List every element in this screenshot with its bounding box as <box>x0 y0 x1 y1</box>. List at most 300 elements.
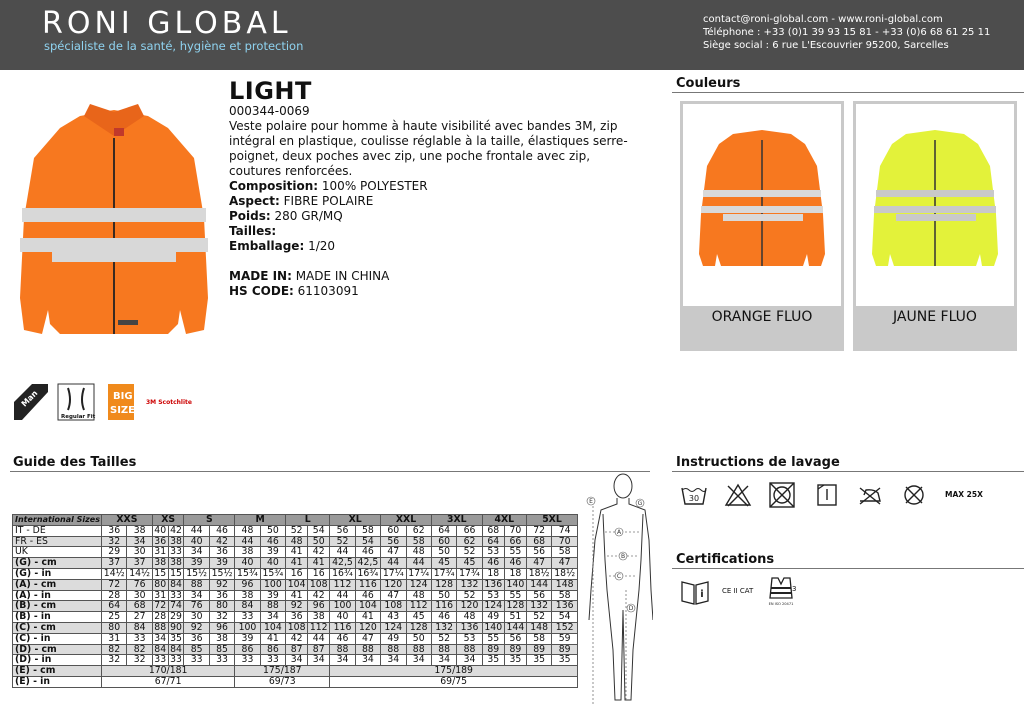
size-cell: 36 <box>209 590 234 601</box>
spec-composition: Composition: 100% POLYESTER <box>229 179 428 193</box>
size-cell: 33 <box>170 589 182 601</box>
color-name: JAUNE FLUO <box>893 309 977 325</box>
size-cell: 41 <box>308 558 330 569</box>
size-cell: 41 <box>355 612 380 623</box>
size-cell: 80 <box>209 601 234 612</box>
size-cell: 44 <box>406 558 431 569</box>
size-cell: 42 <box>308 590 330 601</box>
size-cell: 14½ <box>127 568 152 579</box>
size-cell: 49 <box>381 633 406 644</box>
size-cell: 40 <box>235 558 260 569</box>
size-cell: 49 <box>482 612 504 623</box>
size-cell: 67/71 <box>102 676 235 687</box>
size-cell: 15¾ <box>260 568 285 579</box>
figure-letter-d: D <box>628 605 634 612</box>
size-cell: 39 <box>260 590 285 601</box>
size-cell: 80 <box>102 622 127 633</box>
size-cell: 18 <box>504 568 526 579</box>
size-cell: 76 <box>127 579 152 590</box>
size-header-cell: 5XL <box>526 515 577 526</box>
size-cell: 54 <box>355 536 380 547</box>
no-iron-icon <box>856 482 884 508</box>
size-cell: 50 <box>431 547 456 558</box>
size-cell: 54 <box>552 612 578 623</box>
size-cell: 45 <box>431 558 456 569</box>
size-cell: 96 <box>209 622 234 633</box>
size-cell: 39 <box>260 547 285 558</box>
size-cell: 34 <box>184 547 209 558</box>
max-wash-text: MAX 25X <box>945 490 983 499</box>
size-header-cell: XS <box>152 515 184 526</box>
size-row-label: (A) - cm <box>13 579 102 590</box>
product-title: LIGHT <box>229 77 312 105</box>
size-cell: 45 <box>406 612 431 623</box>
size-cell: 34 <box>127 536 152 547</box>
size-cell: 43 <box>381 612 406 623</box>
size-cell: 41 <box>260 633 285 644</box>
size-cell: 46 <box>209 525 234 536</box>
size-cell: 29 <box>102 547 127 558</box>
size-cell: 53 <box>482 547 504 558</box>
figure-letter-g: G <box>637 500 643 507</box>
size-cell: 100 <box>235 622 260 633</box>
size-cell: 16 <box>308 568 330 579</box>
size-cell: 88 <box>260 601 285 612</box>
size-row-label: (B) - cm <box>13 601 102 612</box>
contact-line: Siège social : 6 rue L'Escouvrier 95200, Sarcelles <box>703 40 949 51</box>
product-photo <box>18 98 210 348</box>
size-cell: 92 <box>184 622 209 633</box>
size-cell: 15½ <box>184 568 209 579</box>
size-cell: 68 <box>526 536 551 547</box>
size-cell: 70 <box>552 536 578 547</box>
size-cell: 39 <box>184 558 209 569</box>
size-cell: 55 <box>504 590 526 601</box>
size-guide-divider <box>10 471 650 472</box>
size-cell: 86 <box>260 644 285 655</box>
size-cell: 144 <box>526 579 551 590</box>
size-cell: 52 <box>457 590 482 601</box>
size-cell: 52 <box>457 547 482 558</box>
spec-sizes: Tailles: <box>229 224 277 238</box>
size-guide-title: Guide des Tailles <box>13 455 137 470</box>
size-cell: 50 <box>406 633 431 644</box>
size-cell: 108 <box>308 579 330 590</box>
size-cell: 52 <box>431 633 456 644</box>
size-row <box>13 601 578 612</box>
size-cell: 76 <box>184 601 209 612</box>
size-cell: 56 <box>330 525 355 536</box>
size-cell: 45 <box>457 558 482 569</box>
size-cell: 116 <box>431 601 456 612</box>
size-cell: 34 <box>308 655 330 666</box>
size-cell: 36 <box>102 525 127 536</box>
size-cell: 44 <box>308 633 330 644</box>
spec-weight: Poids: 280 GR/MQ <box>229 209 343 223</box>
size-cell: 29 <box>170 611 182 623</box>
size-cell: 15½ <box>209 568 234 579</box>
size-cell: 68 <box>127 601 152 612</box>
size-cell: 40 <box>330 612 355 623</box>
size-cell: 58 <box>526 633 551 644</box>
size-cell: 35 <box>552 655 578 666</box>
size-row-label: (C) - cm <box>13 622 102 633</box>
size-cell: 56 <box>526 547 551 558</box>
size-cell: 52 <box>286 525 308 536</box>
size-row <box>13 612 578 623</box>
svg-text:i: i <box>700 589 704 600</box>
size-cell: 66 <box>457 525 482 536</box>
size-cell: 42 <box>170 524 182 536</box>
size-cell: 40 <box>184 536 209 547</box>
size-cell: 31 <box>154 589 167 601</box>
size-cell: 104 <box>260 622 285 633</box>
size-cell: 15 <box>170 567 182 579</box>
size-cell: 33 <box>184 655 209 666</box>
size-cell: 72 <box>154 600 167 612</box>
colors-divider <box>672 92 1024 93</box>
certifications-title: Certifications <box>676 552 775 567</box>
size-cell: 84 <box>127 622 152 633</box>
brand-logo: RONI GLOBAL <box>42 6 292 41</box>
figure-letter-a: A <box>616 529 622 536</box>
color-name: ORANGE FLUO <box>711 309 813 325</box>
feature-badges <box>12 382 212 422</box>
size-cell: 41 <box>286 558 308 569</box>
size-row <box>13 622 578 633</box>
size-cell: 82 <box>127 644 152 655</box>
size-cell: 33 <box>170 546 182 558</box>
man-badge <box>14 384 48 420</box>
size-table <box>12 514 578 688</box>
size-cell: 33 <box>235 655 260 666</box>
size-cell: 50 <box>260 525 285 536</box>
size-cell: 84 <box>170 643 182 655</box>
size-cell: 38 <box>235 590 260 601</box>
size-cell: 34 <box>184 590 209 601</box>
size-cell: 124 <box>482 601 504 612</box>
size-cell: 27 <box>127 612 152 623</box>
size-cell: 124 <box>406 579 431 590</box>
size-cell: 42 <box>286 633 308 644</box>
size-cell: 140 <box>482 622 504 633</box>
drip-dry-icon <box>812 482 840 508</box>
size-cell: 52 <box>330 536 355 547</box>
size-row-label: (G) - in <box>13 568 102 579</box>
size-cell: 46 <box>431 612 456 623</box>
size-cell: 128 <box>406 622 431 633</box>
size-cell: 72 <box>526 525 551 536</box>
size-cell: 15 <box>154 567 167 579</box>
size-row-label: (E) - in <box>13 676 102 687</box>
size-row-e-in <box>13 676 578 687</box>
size-cell: 44 <box>330 590 355 601</box>
figure-letter-e: E <box>589 498 593 505</box>
size-cell: 64 <box>102 601 127 612</box>
size-cell: 28 <box>102 590 127 601</box>
size-cell: 47 <box>381 547 406 558</box>
size-cell: 17¾ <box>457 568 482 579</box>
size-cell: 17¼ <box>406 568 431 579</box>
size-cell: 120 <box>355 622 380 633</box>
size-cell: 80 <box>154 578 167 590</box>
product-ref: 000344-0069 <box>229 104 310 118</box>
size-cell: 104 <box>286 579 308 590</box>
size-cell: 38 <box>308 612 330 623</box>
size-cell: 92 <box>286 601 308 612</box>
size-cell: 84 <box>170 578 182 590</box>
size-cell: 36 <box>286 612 308 623</box>
size-cell: 50 <box>431 590 456 601</box>
size-cell: 112 <box>406 601 431 612</box>
size-cell: 41 <box>286 590 308 601</box>
no-dry-clean-icon <box>900 482 928 508</box>
size-cell: 124 <box>381 622 406 633</box>
no-bleach-icon <box>724 482 752 508</box>
size-cell: 40 <box>154 524 167 536</box>
size-cell: 148 <box>552 579 578 590</box>
size-cell: 58 <box>406 536 431 547</box>
size-header-cell: 3XL <box>431 515 482 526</box>
size-cell: 36 <box>184 633 209 644</box>
size-row <box>13 558 578 569</box>
information-booklet-icon <box>680 578 710 606</box>
size-cell: 136 <box>457 622 482 633</box>
size-cell: 128 <box>504 601 526 612</box>
size-cell: 152 <box>552 622 578 633</box>
size-cell: 88 <box>330 644 355 655</box>
size-cell: 48 <box>457 612 482 623</box>
size-cell: 44 <box>235 536 260 547</box>
size-cell: 36 <box>209 547 234 558</box>
size-cell: 32 <box>102 536 127 547</box>
size-cell: 35 <box>526 655 551 666</box>
size-cell: 144 <box>504 622 526 633</box>
spec-aspect: Aspect: FIBRE POLAIRE <box>229 194 374 208</box>
size-cell: 104 <box>355 601 380 612</box>
size-cell: 88 <box>154 621 167 633</box>
size-cell: 44 <box>330 547 355 558</box>
size-cell: 84 <box>235 601 260 612</box>
size-cell: 37 <box>102 558 127 569</box>
size-cell: 39 <box>209 558 234 569</box>
jacket-yellow-thumb <box>856 104 1014 306</box>
contact-line: Téléphone : +33 (0)1 39 93 15 81 - +33 (0)6 68 61 25 11 <box>703 27 991 38</box>
size-cell: 46 <box>482 558 504 569</box>
size-cell: 175/189 <box>330 666 578 677</box>
svg-text:EN ISO 20471: EN ISO 20471 <box>768 602 794 606</box>
size-cell: 86 <box>235 644 260 655</box>
size-cell: 48 <box>406 547 431 558</box>
size-header-row <box>13 515 578 526</box>
svg-text:Man: Man <box>19 388 40 409</box>
size-cell: 53 <box>457 633 482 644</box>
color-swatch-orange[interactable] <box>680 101 844 351</box>
size-cell: 30 <box>127 547 152 558</box>
size-cell: 48 <box>406 590 431 601</box>
size-cell: 120 <box>457 601 482 612</box>
size-cell: 62 <box>406 525 431 536</box>
size-cell: 116 <box>355 579 380 590</box>
size-cell: 34 <box>355 655 380 666</box>
certifications-divider <box>672 568 1024 569</box>
size-cell: 90 <box>170 621 182 633</box>
size-cell: 84 <box>154 643 167 655</box>
size-cell: 46 <box>355 547 380 558</box>
size-header-cell: XL <box>330 515 381 526</box>
washing-divider <box>672 471 1024 472</box>
svg-text:30: 30 <box>688 494 700 503</box>
size-cell: 56 <box>526 590 551 601</box>
size-header-cell: L <box>286 515 330 526</box>
size-cell: 89 <box>552 644 578 655</box>
size-cell: 42,5 <box>330 558 355 569</box>
svg-text:Regular Fit: Regular Fit <box>61 414 96 420</box>
size-cell: 16 <box>286 568 308 579</box>
size-cell: 18½ <box>526 568 551 579</box>
size-cell: 175/187 <box>235 666 330 677</box>
size-row-label: FR - ES <box>13 536 102 547</box>
size-row <box>13 579 578 590</box>
size-cell: 55 <box>482 633 504 644</box>
size-row <box>13 547 578 558</box>
size-cell: 48 <box>235 525 260 536</box>
colors-title: Couleurs <box>676 76 741 91</box>
size-cell: 92 <box>209 579 234 590</box>
size-row-label: (B) - in <box>13 612 102 623</box>
contact-block <box>703 13 990 52</box>
size-cell: 88 <box>406 644 431 655</box>
size-cell: 88 <box>457 644 482 655</box>
size-row-label: (A) - in <box>13 590 102 601</box>
size-cell: 74 <box>552 525 578 536</box>
size-cell: 100 <box>260 579 285 590</box>
size-cell: 60 <box>431 536 456 547</box>
size-cell: 38 <box>127 525 152 536</box>
size-cell: 38 <box>209 633 234 644</box>
size-cell: 140 <box>504 579 526 590</box>
size-cell: 37 <box>127 558 152 569</box>
size-cell: 112 <box>330 579 355 590</box>
size-cell: 88 <box>355 644 380 655</box>
3m-scotchlite-logo <box>146 399 192 406</box>
size-cell: 170/181 <box>102 666 235 677</box>
size-cell: 34 <box>457 655 482 666</box>
size-cell: 33 <box>127 633 152 644</box>
size-cell: 35 <box>482 655 504 666</box>
size-cell: 58 <box>552 547 578 558</box>
size-cell: 42 <box>209 536 234 547</box>
size-cell: 38 <box>235 547 260 558</box>
size-row <box>13 644 578 655</box>
color-swatch-yellow[interactable] <box>853 101 1017 351</box>
size-cell: 87 <box>286 644 308 655</box>
header-bar <box>0 0 1024 70</box>
size-cell: 34 <box>406 655 431 666</box>
size-cell: 14½ <box>102 568 127 579</box>
size-row <box>13 633 578 644</box>
size-cell: 85 <box>184 644 209 655</box>
hs-code: HS CODE: 61103091 <box>229 284 359 298</box>
size-cell: 34 <box>286 655 308 666</box>
size-cell: 148 <box>526 622 551 633</box>
size-cell: 46 <box>260 536 285 547</box>
svg-text:SIZE: SIZE <box>110 405 136 416</box>
size-cell: 30 <box>127 590 152 601</box>
size-cell: 68 <box>482 525 504 536</box>
size-cell: 88 <box>381 644 406 655</box>
size-cell: 136 <box>552 601 578 612</box>
size-cell: 32 <box>102 655 127 666</box>
size-cell: 16¾ <box>330 568 355 579</box>
size-cell: 72 <box>102 579 127 590</box>
size-cell: 108 <box>286 622 308 633</box>
size-cell: 69/73 <box>235 676 330 687</box>
size-cell: 136 <box>482 579 504 590</box>
size-row-label: (D) - in <box>13 655 102 666</box>
figure-letter-b: B <box>620 553 626 560</box>
size-cell: 33 <box>260 655 285 666</box>
body-measurement-figure <box>583 470 653 715</box>
size-cell: 31 <box>102 633 127 644</box>
size-cell: 96 <box>308 601 330 612</box>
size-cell: 54 <box>308 525 330 536</box>
size-cell: 100 <box>330 601 355 612</box>
size-row-label: UK <box>13 547 102 558</box>
size-header-cell: S <box>184 515 235 526</box>
size-cell: 59 <box>552 633 578 644</box>
size-cell: 42 <box>308 547 330 558</box>
size-cell: 128 <box>431 579 456 590</box>
size-cell: 108 <box>381 601 406 612</box>
product-info <box>229 78 649 299</box>
size-cell: 62 <box>457 536 482 547</box>
size-cell: 56 <box>381 536 406 547</box>
size-cell: 32 <box>127 655 152 666</box>
size-cell: 55 <box>504 547 526 558</box>
size-cell: 70 <box>504 525 526 536</box>
wash-30-icon <box>680 482 708 508</box>
size-row <box>13 655 578 666</box>
size-cell: 96 <box>235 579 260 590</box>
size-cell: 51 <box>504 612 526 623</box>
size-cell: 82 <box>102 644 127 655</box>
no-tumble-dry-icon <box>768 482 796 508</box>
size-cell: 64 <box>482 536 504 547</box>
spec-packaging: Emballage: 1/20 <box>229 239 336 253</box>
size-cell: 44 <box>184 525 209 536</box>
size-cell: 60 <box>381 525 406 536</box>
size-header-cell: XXL <box>381 515 432 526</box>
size-header-cell: 4XL <box>482 515 526 526</box>
contact-line: contact@roni-global.com - www.roni-global.com <box>703 14 943 25</box>
size-cell: 87 <box>308 644 330 655</box>
size-cell: 42,5 <box>355 558 380 569</box>
hi-vis-class: 3 <box>792 585 797 593</box>
size-cell: 66 <box>504 536 526 547</box>
size-cell: 132 <box>457 579 482 590</box>
size-cell: 47 <box>526 558 551 569</box>
size-cell: 56 <box>504 633 526 644</box>
size-cell: 33 <box>235 612 260 623</box>
size-cell: 41 <box>286 547 308 558</box>
size-cell: 34 <box>431 655 456 666</box>
size-cell: 35 <box>170 632 182 644</box>
size-cell: 34 <box>154 632 167 644</box>
size-cell: 44 <box>381 558 406 569</box>
size-cell: 89 <box>504 644 526 655</box>
size-cell: 40 <box>260 558 285 569</box>
